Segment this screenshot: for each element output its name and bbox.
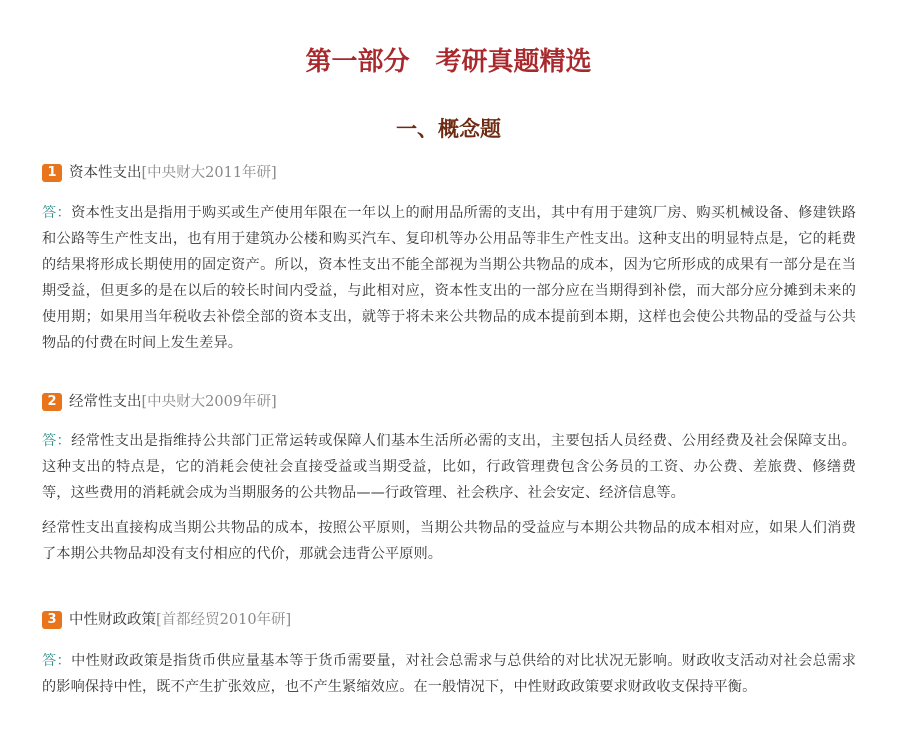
item-term: 资本性支出	[69, 165, 142, 181]
item-number-badge: 2	[42, 393, 62, 411]
part-title: 第一部分 考研真题精选	[305, 47, 592, 77]
item-2-paragraph-2: 经常性支出直接构成当期公共物品的成本，按照公平原则，当期公共物品的受益应与本期公共物品的成本相对应，如果人们消费了本期公共物品却没有支付相应的代价，那就会违背公平原则。	[42, 520, 856, 562]
answer-label: 答：	[42, 433, 72, 449]
item-term: 经常性支出	[69, 394, 142, 410]
answer-label: 答：	[42, 653, 72, 669]
answer-text: 中性财政政策是指货币供应量基本等于货币需要量，对社会总需求与总供给的对比状况无影响。财政收支活动对社会总需求的影响保持中性，既不产生扩张效应，也不产生紧缩效应。在一般情况下，中性财政政策要求财政收支保持平衡。	[42, 653, 857, 695]
item-1-heading	[42, 162, 277, 184]
item-number-badge: 1	[42, 164, 62, 182]
item-2-answer	[42, 428, 856, 506]
answer-text: 资本性支出是指用于购买或生产使用年限在一年以上的耐用品所需的支出，其中有用于建筑厂房、购买机械设备、修建铁路和公路等生产性支出，也有用于建筑办公楼和购买汽车、复印机等办公用品等非生产性支出。这种支出的明显特点是，它的耗费的结果将形成长期使用的固定资产。所以，资本性支出不能全部视为当期公共物品的成本，因为它所形成的成果有一部分是在当期受益，但更多的是在以后的较长时间内受益，与此相对应，资本性支出的一部分应在当期得到补偿，而大部分应分摊到未来的使用期；如果用当年税收去补偿全部的资本支出，就等于将未来公共物品的成本提前到本期，这样也会使公共物品的受益与公共物品的付费在时间上发生差异。	[42, 205, 857, 351]
item-2-heading	[42, 391, 277, 413]
item-source: [中央财大2009年研]	[141, 394, 277, 410]
item-source: [首都经贸2010年研]	[156, 612, 292, 628]
item-number-badge: 3	[42, 611, 62, 629]
answer-text: 经常性支出是指维持公共部门正常运转或保障人们基本生活所必需的支出，主要包括人员经费、公用经费及社会保障支出。这种支出的特点是，它的消耗会使社会直接受益或当期受益，比如，行政管理费包含公务员的工资、办公费、差旅费、修缮费等，这些费用的消耗就会成为当期服务的公共物品——行政管理、社会秩序、社会安定、经济信息等。	[42, 433, 857, 501]
item-3-heading	[42, 609, 291, 631]
answer-label: 答：	[42, 205, 72, 221]
section-title: 一、概念题	[396, 117, 501, 141]
item-3-answer	[42, 648, 856, 700]
item-1-answer	[42, 200, 856, 356]
item-term: 中性财政政策	[69, 612, 156, 628]
item-source: [中央财大2011年研]	[141, 165, 277, 181]
